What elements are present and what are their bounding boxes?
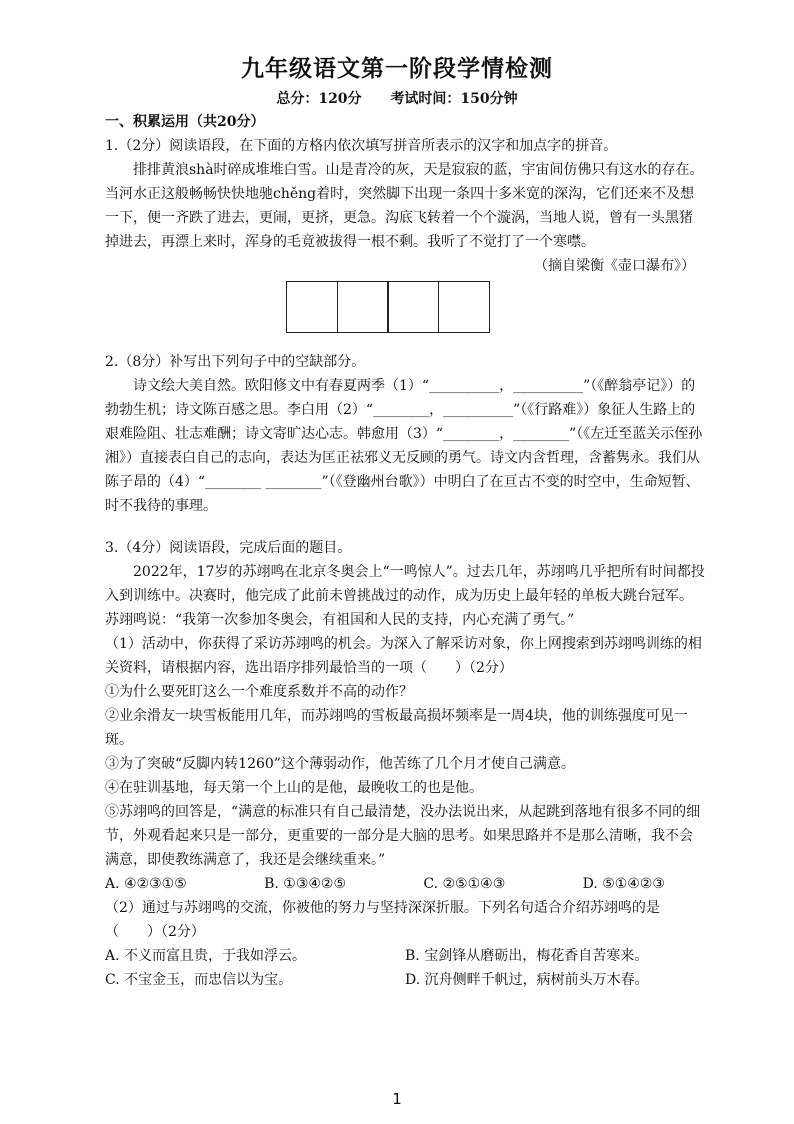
section-heading: 一、积累运用（共20分） bbox=[105, 114, 265, 130]
option-d[interactable]: D. ⑤①④②③ bbox=[582, 876, 665, 892]
q2-heading: 2.（8分）补写出下列句子中的空缺部分。 bbox=[105, 354, 366, 370]
answer-boxes bbox=[288, 281, 490, 333]
total-score: 总分：120分 bbox=[276, 91, 362, 107]
q1-source: （摘自梁衡《壶口瀑布》） bbox=[534, 258, 695, 274]
option-d[interactable]: D. 沉舟侧畔千帆过，病树前头万木春。 bbox=[405, 972, 649, 988]
q3-item: ③为了突破“反脚内转1260”这个薄弱动作，他苦练了几个月才使自己满意。 bbox=[105, 756, 575, 772]
q3-item: ④在驻训基地，每天第一个上山的是他，最晚收工的也是他。 bbox=[105, 780, 483, 796]
answer-box[interactable] bbox=[438, 281, 490, 333]
q2-passage: 诗文绘大美自然。欧阳修文中有春夏两季（1）“__________，__________”（《醉翁亭记》）的勃勃生机；诗文陈百感之思。李白用（2）“________，__________”（《行路难》）象征人生路上的艰难险阻、壮志难酬；诗文寄旷达心志。韩愈用（3）“________，________”（《左迁至蓝关示侄孙湘》）直接表白自己的志向，表达为匡正祛邪义无反顾的勇气。诗文内含哲理，含蓄隽永。我们从陈子昂的（4）“________ ________”（《登幽州台歌》）中明白了在亘古不变的时空中，生命短暂、时不我待的事理。 bbox=[105, 378, 703, 514]
exam-subtitle bbox=[0, 88, 794, 108]
answer-box[interactable] bbox=[286, 281, 338, 333]
option-b[interactable]: B. ①③④②⑤ bbox=[264, 876, 347, 892]
q3-item: ②业余滑友一块雪板能用几年，而苏翊鸣的雪板最高损坏频率是一周4块，他的训练强度可见一斑。 bbox=[105, 708, 688, 748]
answer-box[interactable] bbox=[337, 281, 389, 333]
q3-heading: 3.（4分）阅读语段，完成后面的题目。 bbox=[105, 540, 352, 556]
q3-options-2-row2 bbox=[105, 968, 705, 992]
exam-time: 考试时间：150分钟 bbox=[390, 91, 518, 107]
question-2 bbox=[105, 350, 705, 518]
option-c[interactable]: C. ②⑤①④③ bbox=[423, 876, 506, 892]
q3-part1: （1）活动中，你获得了采访苏翊鸣的机会。为深入了解采访对象，你上网搜索到苏翊鸣训练的相关资料，请根据内容，选出语序排列最恰当的一项（ ）（2分） bbox=[105, 636, 702, 676]
q3-item: ①为什么要死盯这么一个难度系数并不高的动作？ bbox=[105, 684, 413, 700]
q3-options-2-row1 bbox=[105, 944, 705, 968]
q3-passage: 2022年，17岁的苏翊鸣在北京冬奥会上“一鸣惊人”。过去几年，苏翊鸣几乎把所有时间都投入到训练中。决赛时，他完成了此前未曾挑战过的动作，成为历史上最年轻的单板大跳台冠军。苏翊鸣说：“我第一次参加冬奥会，有祖国和人民的支持，内心充满了勇气。” bbox=[105, 564, 705, 628]
option-c[interactable]: C. 不宝金玉，而忠信以为宝。 bbox=[105, 972, 293, 988]
q3-part2: （2）通过与苏翊鸣的交流，你被他的努力与坚持深深折服。下列名句适合介绍苏翊鸣的是（ ）（2分） bbox=[105, 900, 660, 940]
option-b[interactable]: B. 宝剑锋从磨砺出，梅花香自苦寒来。 bbox=[405, 948, 649, 964]
question-3 bbox=[105, 536, 705, 992]
q1-passage: 排排黄浪shà时碎成堆堆白雪。山是青冷的灰，天是寂寂的蓝，宇宙间仿佛只有这水的存在。当河水正这般畅畅快快地驰chěng着时，突然脚下出现一条四十多米宽的深沟，它们还来不及想一下，便一齐跌了进去，更闹，更挤，更急。沟底飞转着一个个漩涡，当地人说，曾有一头黑猪掉进去，再漂上来时，浑身的毛竟被拔得一根不剩。我听了不觉打了一个寒噤。 bbox=[105, 162, 704, 250]
answer-box[interactable] bbox=[387, 281, 439, 333]
q1-heading: 1.（2分）阅读语段，在下面的方格内依次填写拼音所表示的汉字和加点字的拼音。 bbox=[105, 138, 618, 154]
page-number: 1 bbox=[392, 1090, 402, 1108]
option-a[interactable]: A. 不义而富且贵，于我如浮云。 bbox=[105, 948, 307, 964]
section-1 bbox=[105, 110, 705, 278]
q3-item: ⑤苏翊鸣的回答是，“满意的标准只有自己最清楚，没办法说出来，从起跳到落地有很多不同的细节，外观看起来只是一部分，更重要的一部分是大脑的思考。如果思路并不是那么清晰，我不会满意，即使教练满意了，我还是会继续重来。” bbox=[105, 804, 701, 868]
option-a[interactable]: A. ④②③①⑤ bbox=[105, 876, 187, 892]
exam-title: 九年级语文第一阶段学情检测 bbox=[241, 55, 553, 82]
q3-options-1 bbox=[105, 872, 705, 896]
